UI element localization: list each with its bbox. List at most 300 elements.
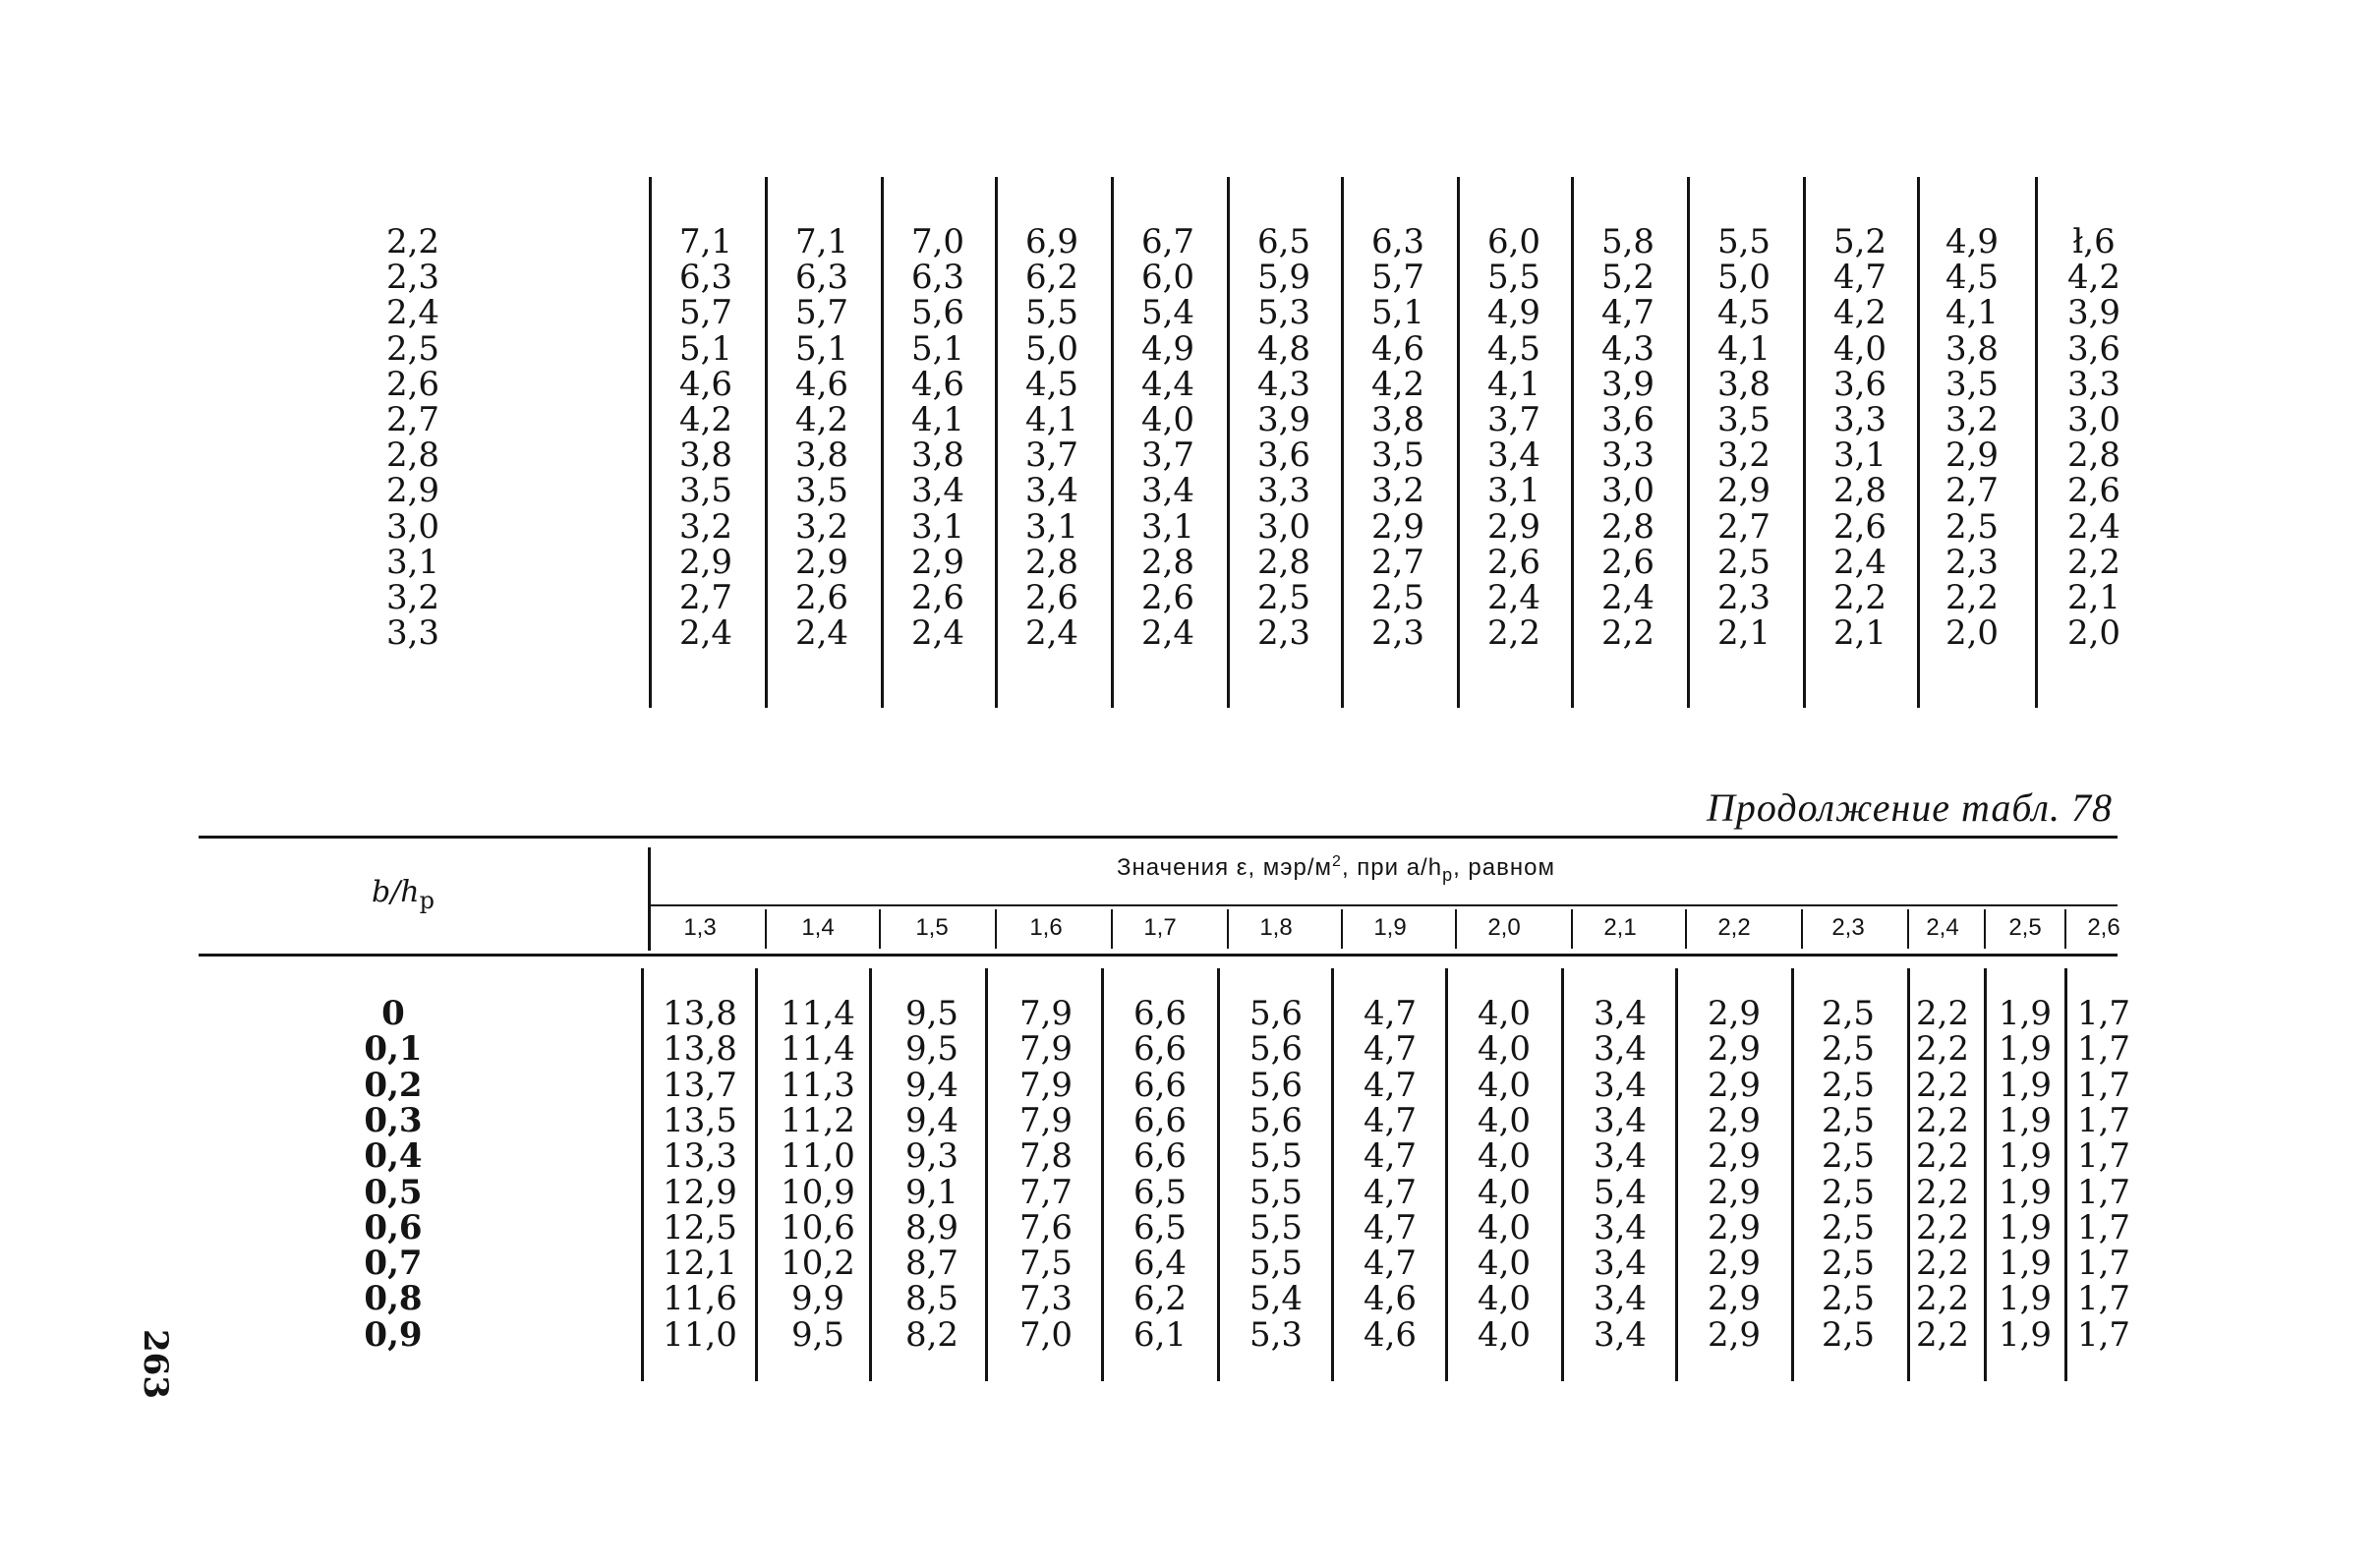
top-table-cell: 2,0	[2066, 613, 2121, 654]
bottom-row-label: 0,5	[364, 1172, 423, 1212]
bottom-table-cell: 2,9	[1707, 1100, 1762, 1140]
bottom-table-cell: 7,3	[1018, 1279, 1074, 1319]
header-column-divider	[879, 909, 881, 949]
top-table-cell: 3,8	[910, 435, 965, 476]
top-table-cell: 2,4	[1140, 613, 1195, 654]
bottom-table-cell: 7,7	[1018, 1172, 1074, 1212]
top-table-cell: 2,2	[1832, 578, 1887, 617]
header-column-divider	[995, 909, 997, 949]
top-table-cell: 3,8	[794, 435, 849, 476]
top-table-cell: 4,6	[1370, 328, 1425, 369]
column-header: 2,4	[1926, 914, 1959, 941]
column-header: 2,6	[2087, 914, 2120, 941]
top-table-cell: 2,3	[1370, 613, 1425, 654]
top-table-cell: 3,2	[1945, 400, 2000, 439]
top-table-cell: 3,7	[1486, 400, 1541, 439]
bottom-table-cell: 2,9	[1707, 1244, 1762, 1284]
bottom-table-cell: 1,9	[1998, 1172, 2053, 1212]
top-table-cell: 6,5	[1256, 222, 1311, 261]
top-table-cell: 2,6	[910, 578, 965, 617]
top-table-cell: 6,0	[1486, 222, 1541, 261]
top-table-cell: 3,9	[1600, 364, 1655, 404]
bottom-table-cell: 6,6	[1132, 1065, 1188, 1105]
bottom-table-cell: 2,2	[1915, 994, 1970, 1033]
top-table-cell: 3,5	[1716, 400, 1771, 439]
top-column-divider	[2035, 177, 2038, 708]
bottom-table-cell: 8,7	[904, 1244, 959, 1284]
bottom-table-cell: 7,9	[1018, 1029, 1074, 1070]
top-table-cell: 4,1	[1024, 400, 1079, 439]
top-table-cell: 3,8	[1370, 400, 1425, 439]
top-table-cell: 2,2	[1486, 613, 1541, 654]
header-column-divider	[1685, 909, 1687, 949]
bottom-row-label: 0,4	[364, 1136, 423, 1177]
bottom-table-cell: 7,9	[1018, 994, 1074, 1033]
bottom-table-cell: 4,6	[1363, 1279, 1418, 1319]
top-table-cell: 2,5	[1945, 506, 2000, 547]
top-table-cell: 3,6	[1256, 435, 1311, 476]
bottom-table-cell: 9,5	[790, 1314, 845, 1355]
top-table-cell: 5,1	[910, 328, 965, 369]
top-table-cell: 4,7	[1600, 293, 1655, 333]
top-table-cell: 5,1	[794, 328, 849, 369]
bottom-table-cell: 9,4	[904, 1100, 959, 1140]
top-table-cell: 4,2	[1832, 293, 1887, 333]
top-table-cell: 2,8	[2066, 435, 2121, 476]
top-table-cell: 2,8	[1832, 471, 1887, 511]
bottom-table-cell: 2,2	[1915, 1244, 1970, 1284]
bottom-table-cell: 5,5	[1248, 1172, 1304, 1212]
bottom-table-cell: 1,9	[1998, 1136, 2053, 1177]
group-header-middle: , при a/h	[1341, 854, 1443, 881]
bottom-table-cell: 2,2	[1915, 1065, 1970, 1105]
group-header-sup: 2	[1332, 853, 1342, 870]
bottom-table-cell: 6,6	[1132, 1029, 1188, 1070]
top-table-cell: 2,6	[794, 578, 849, 617]
bottom-table-cell: 1,7	[2076, 1172, 2131, 1212]
top-table-cell: 5,5	[1716, 222, 1771, 261]
top-table-cell: 2,7	[678, 578, 733, 617]
column-header: 2,0	[1487, 914, 1521, 941]
bottom-table-cell: 11,4	[781, 1029, 855, 1070]
bottom-table-cell: 6,6	[1132, 1136, 1188, 1177]
bottom-table-cell: 4,0	[1477, 1136, 1532, 1177]
bottom-table-cell: 4,7	[1363, 1029, 1418, 1070]
header-bottom-rule	[199, 954, 2118, 957]
top-table-cell: 6,0	[1140, 258, 1195, 298]
top-table-cell: 6,3	[794, 258, 849, 298]
bottom-table-cell: 6,2	[1132, 1279, 1188, 1319]
top-table-cell: 2,4	[2066, 506, 2121, 547]
bottom-row-label: 0,8	[364, 1279, 423, 1319]
header-column-divider	[765, 909, 767, 949]
bottom-table-cell: 8,2	[904, 1314, 959, 1355]
bottom-table-cell: 7,5	[1018, 1244, 1074, 1284]
bottom-table-cell: 2,5	[1821, 1279, 1876, 1319]
header-column-divider	[1907, 909, 1909, 949]
bottom-column-divider	[1101, 968, 1104, 1381]
top-table-cell: 2,6	[1832, 506, 1887, 547]
top-table-cell: 2,8	[1140, 542, 1195, 582]
top-table-cell: 2,7	[1716, 506, 1771, 547]
bottom-table-cell: 7,6	[1018, 1207, 1074, 1248]
bottom-table-cell: 1,7	[2076, 994, 2131, 1033]
top-table-cell: 4,6	[794, 364, 849, 404]
top-table-cell: 3,2	[678, 506, 733, 547]
header-column-divider	[1571, 909, 1573, 949]
bottom-row-label: 0,1	[364, 1029, 423, 1070]
top-table-cell: 4,9	[1140, 328, 1195, 369]
top-table-cell: 2,8	[1024, 542, 1079, 582]
bottom-column-divider	[1675, 968, 1678, 1381]
top-table-cell: 3,1	[910, 506, 965, 547]
bottom-table-cell: 9,9	[790, 1279, 845, 1319]
bottom-table-cell: 11,3	[781, 1065, 855, 1105]
top-table-cell: 2,5	[1256, 578, 1311, 617]
bottom-table-cell: 1,9	[1998, 1207, 2053, 1248]
bottom-table-cell: 4,0	[1477, 1172, 1532, 1212]
bottom-table-cell: 6,4	[1132, 1244, 1188, 1284]
bottom-table-cell: 2,9	[1707, 1065, 1762, 1105]
bottom-table-cell: 6,6	[1132, 1100, 1188, 1140]
top-table-cell: 4,2	[1370, 364, 1425, 404]
top-row-label: 2,5	[385, 328, 440, 369]
top-table-cell: 5,0	[1716, 258, 1771, 298]
top-table-cell: 3,8	[1945, 328, 2000, 369]
column-header-rule	[651, 904, 2118, 906]
top-table-cell: 2,6	[1024, 578, 1079, 617]
bottom-table-cell: 9,5	[904, 994, 959, 1033]
bottom-table-cell: 3,4	[1593, 1207, 1648, 1248]
top-table-cell: 5,2	[1832, 222, 1887, 261]
header-column-divider	[2064, 909, 2066, 949]
column-header: 2,1	[1603, 914, 1637, 941]
top-table-cell: 2,1	[1832, 613, 1887, 654]
top-table-cell: 2,0	[1945, 613, 2000, 654]
bottom-table-cell: 5,6	[1248, 1029, 1304, 1070]
top-table-cell: 2,6	[2066, 471, 2121, 511]
top-table-cell: 2,8	[1600, 506, 1655, 547]
bottom-table-cell: 4,7	[1363, 1065, 1418, 1105]
bottom-row-label: 0,3	[364, 1100, 423, 1140]
table-caption: Продолжение табл. 78	[1706, 785, 2113, 830]
top-table-cell: 6,9	[1024, 222, 1079, 261]
bottom-table-cell: 1,9	[1998, 1314, 2053, 1355]
top-table-cell: 5,7	[794, 293, 849, 333]
bottom-table-cell: 2,9	[1707, 994, 1762, 1033]
top-table-cell: 4,7	[1832, 258, 1887, 298]
bottom-table-cell: 2,5	[1821, 1100, 1876, 1140]
bottom-table-cell: 2,2	[1915, 1207, 1970, 1248]
bottom-table-cell: 11,6	[663, 1279, 737, 1319]
bottom-column-divider	[1217, 968, 1220, 1381]
top-table-cell: 7,1	[794, 222, 849, 261]
bottom-table-cell: 11,4	[781, 994, 855, 1033]
top-table-cell: 2,6	[1140, 578, 1195, 617]
top-table-cell: 2,4	[678, 613, 733, 654]
bottom-table-cell: 5,5	[1248, 1136, 1304, 1177]
top-table-cell: 5,6	[910, 293, 965, 333]
bottom-table-cell: 5,5	[1248, 1207, 1304, 1248]
top-row-label: 2,8	[385, 435, 440, 476]
top-table-cell: 3,1	[1486, 471, 1541, 511]
table-top-rule	[199, 836, 2118, 839]
bottom-table-cell: 4,0	[1477, 1065, 1532, 1105]
bottom-table-cell: 5,4	[1248, 1279, 1304, 1319]
top-table-cell: 2,3	[1256, 613, 1311, 654]
top-table-cell: 4,5	[1945, 258, 2000, 298]
top-table-cell: 2,5	[1716, 542, 1771, 582]
bottom-table-cell: 4,7	[1363, 1100, 1418, 1140]
top-row-label: 2,3	[385, 258, 440, 298]
top-table-cell: 2,9	[1486, 506, 1541, 547]
top-table-cell: 3,2	[1716, 435, 1771, 476]
top-table-cell: 5,8	[1600, 222, 1655, 261]
top-table-cell: 2,8	[1256, 542, 1311, 582]
column-header: 1,3	[683, 914, 717, 941]
bottom-row-label: 0,6	[364, 1207, 423, 1248]
bottom-table-cell: 2,2	[1915, 1314, 1970, 1355]
top-table-cell: 2,5	[1370, 578, 1425, 617]
bottom-table-cell: 10,6	[781, 1207, 855, 1248]
bottom-table-cell: 1,7	[2076, 1029, 2131, 1070]
bottom-table-cell: 3,4	[1593, 1244, 1648, 1284]
header-column-divider	[1341, 909, 1343, 949]
top-table-cell: 4,0	[1140, 400, 1195, 439]
bottom-table-cell: 1,7	[2076, 1207, 2131, 1248]
column-header: 2,2	[1717, 914, 1751, 941]
bottom-table-cell: 8,5	[904, 1279, 959, 1319]
top-table-cell: 4,8	[1256, 328, 1311, 369]
top-table-cell: 4,5	[1024, 364, 1079, 404]
page-number: 263	[136, 1329, 175, 1399]
bottom-table-cell: 2,9	[1707, 1029, 1762, 1070]
bottom-table-cell: 1,7	[2076, 1244, 2131, 1284]
top-table-cell: 3,2	[1370, 471, 1425, 511]
bottom-table-cell: 3,4	[1593, 994, 1648, 1033]
top-table-cell: 3,0	[1256, 506, 1311, 547]
top-table-cell: 2,2	[2066, 542, 2121, 582]
bottom-table-cell: 2,9	[1707, 1136, 1762, 1177]
top-table-cell: 7,0	[910, 222, 965, 261]
bottom-table-cell: 12,1	[663, 1244, 737, 1284]
bottom-table-cell: 2,2	[1915, 1029, 1970, 1070]
bottom-table-cell: 6,5	[1132, 1207, 1188, 1248]
column-header: 1,4	[801, 914, 835, 941]
top-table-cell: 5,9	[1256, 258, 1311, 298]
top-table-cell: 3,1	[1024, 506, 1079, 547]
bottom-table-cell: 1,9	[1998, 994, 2053, 1033]
bottom-table-cell: 4,7	[1363, 1244, 1418, 1284]
bottom-table-cell: 5,4	[1593, 1172, 1648, 1212]
top-table-cell: 2,2	[1945, 578, 2000, 617]
top-row-label: 2,4	[385, 293, 440, 333]
bottom-table-cell: 6,5	[1132, 1172, 1188, 1212]
bottom-table-cell: 13,8	[663, 994, 737, 1033]
top-table-cell: 6,7	[1140, 222, 1195, 261]
bottom-table-cell: 3,4	[1593, 1314, 1648, 1355]
bottom-table-cell: 1,9	[1998, 1065, 2053, 1105]
top-table-cell: 3,5	[794, 471, 849, 511]
group-header	[1117, 853, 1555, 886]
bottom-table-cell: 13,7	[663, 1065, 737, 1105]
column-header: 1,5	[915, 914, 949, 941]
top-table-cell: 2,7	[1370, 542, 1425, 582]
top-table-cell: 3,3	[1600, 435, 1655, 476]
top-table-cell: 7,1	[678, 222, 733, 261]
bottom-table-cell: 3,4	[1593, 1065, 1648, 1105]
header-column-divider	[1227, 909, 1229, 949]
bottom-table-cell: 9,5	[904, 1029, 959, 1070]
bottom-table-cell: 7,0	[1018, 1314, 1074, 1355]
top-table-cell: 6,2	[1024, 258, 1079, 298]
bottom-table-cell: 5,3	[1248, 1314, 1304, 1355]
bottom-table-cell: 8,9	[904, 1207, 959, 1248]
bottom-table-cell: 2,5	[1821, 1065, 1876, 1105]
bottom-table-cell: 1,7	[2076, 1100, 2131, 1140]
top-table-cell: 3,5	[1370, 435, 1425, 476]
bottom-table-cell: 13,8	[663, 1029, 737, 1070]
bottom-table-cell: 13,3	[663, 1136, 737, 1177]
top-table-cell: 3,0	[2066, 400, 2121, 439]
bottom-table-cell: 6,1	[1132, 1314, 1188, 1355]
top-table-cell: 2,7	[1945, 471, 2000, 511]
bottom-row-label: 0	[381, 994, 405, 1033]
bottom-table-cell: 3,4	[1593, 1029, 1648, 1070]
group-header-sub: р	[1442, 864, 1454, 885]
top-table-cell: 4,1	[1716, 328, 1771, 369]
bottom-table-cell: 10,2	[781, 1244, 855, 1284]
bottom-table-cell: 2,5	[1821, 1172, 1876, 1212]
top-table-cell: 4,1	[1486, 364, 1541, 404]
bottom-table-cell: 4,7	[1363, 994, 1418, 1033]
bottom-row-label: 0,2	[364, 1065, 423, 1105]
column-header: 1,8	[1259, 914, 1293, 941]
top-row-label: 3,0	[385, 506, 440, 547]
bottom-table-cell: 6,6	[1132, 994, 1188, 1033]
stub-divider	[648, 847, 651, 951]
bottom-table-cell: 2,2	[1915, 1279, 1970, 1319]
top-table-cell: 4,2	[678, 400, 733, 439]
top-table-cell: 2,2	[1600, 613, 1655, 654]
header-column-divider	[1801, 909, 1803, 949]
top-row-label: 3,2	[385, 578, 440, 617]
column-header: 2,3	[1831, 914, 1865, 941]
top-table-cell: 2,4	[1486, 578, 1541, 617]
bottom-table-cell: 9,3	[904, 1136, 959, 1177]
header-column-divider	[1455, 909, 1457, 949]
top-table-cell: 3,9	[1256, 400, 1311, 439]
top-table-cell: 3,7	[1140, 435, 1195, 476]
stub-header-text: b/h	[372, 875, 420, 909]
top-table-cell: 4,6	[910, 364, 965, 404]
top-table-cell: 3,9	[2066, 293, 2121, 333]
top-table-cell: 4,5	[1716, 293, 1771, 333]
bottom-column-divider	[1561, 968, 1564, 1381]
bottom-row-label: 0,9	[364, 1314, 423, 1355]
bottom-table-cell: 11,2	[781, 1100, 855, 1140]
top-table-cell: 2,9	[1945, 435, 2000, 476]
top-row-label: 2,9	[385, 471, 440, 511]
bottom-table-cell: 2,2	[1915, 1136, 1970, 1177]
bottom-table-cell: 1,7	[2076, 1279, 2131, 1319]
bottom-table-cell: 5,6	[1248, 994, 1304, 1033]
bottom-column-divider	[641, 968, 644, 1381]
top-table-cell: 2,9	[1370, 506, 1425, 547]
bottom-table-cell: 1,7	[2076, 1314, 2131, 1355]
bottom-table-cell: 2,2	[1915, 1172, 1970, 1212]
top-table-cell: 2,6	[1486, 542, 1541, 582]
bottom-table-cell: 5,6	[1248, 1065, 1304, 1105]
top-table-cell: 4,5	[1486, 328, 1541, 369]
header-column-divider	[1111, 909, 1113, 949]
bottom-table-cell: 4,0	[1477, 1244, 1532, 1284]
top-table-cell: 4,6	[678, 364, 733, 404]
top-table-cell: 3,6	[1832, 364, 1887, 404]
bottom-table-cell: 1,9	[1998, 1100, 2053, 1140]
bottom-table-cell: 4,7	[1363, 1136, 1418, 1177]
stub-header-subscript: р	[419, 887, 435, 914]
bottom-table-cell: 5,5	[1248, 1244, 1304, 1284]
bottom-table-cell: 4,0	[1477, 1029, 1532, 1070]
top-table-cell: 2,4	[1024, 613, 1079, 654]
bottom-table-cell: 4,0	[1477, 1279, 1532, 1319]
top-table-cell: 6,3	[910, 258, 965, 298]
group-header-suffix: , равном	[1453, 854, 1555, 881]
bottom-table-cell: 3,4	[1593, 1136, 1648, 1177]
bottom-table-cell: 2,5	[1821, 1207, 1876, 1248]
stub-header	[372, 875, 435, 914]
top-table-cell: 4,1	[1945, 293, 2000, 333]
top-table-cell: 3,4	[1024, 471, 1079, 511]
bottom-table-cell: 3,4	[1593, 1279, 1648, 1319]
bottom-table-cell: 4,0	[1477, 1100, 1532, 1140]
top-table-cell: 5,4	[1140, 293, 1195, 333]
bottom-table-cell: 2,9	[1707, 1172, 1762, 1212]
top-table-cell: 3,0	[1600, 471, 1655, 511]
bottom-table-cell: 2,2	[1915, 1100, 1970, 1140]
bottom-table-cell: 2,5	[1821, 1136, 1876, 1177]
top-table-cell: 5,7	[678, 293, 733, 333]
top-table-cell: 5,5	[1024, 293, 1079, 333]
column-header: 1,7	[1143, 914, 1177, 941]
top-table-cell: 5,5	[1486, 258, 1541, 298]
top-table-cell: 4,2	[2066, 258, 2121, 298]
bottom-row-label: 0,7	[364, 1244, 423, 1284]
top-table-cell: 2,9	[678, 542, 733, 582]
top-table-cell: 2,4	[910, 613, 965, 654]
top-table-cell: 4,1	[910, 400, 965, 439]
bottom-column-divider	[755, 968, 758, 1381]
top-table-cell: 2,1	[2066, 578, 2121, 617]
top-table-cell: 3,3	[1256, 471, 1311, 511]
top-table-cell: 4,2	[794, 400, 849, 439]
bottom-table-cell: 10,9	[781, 1172, 855, 1212]
bottom-table-cell: 13,5	[663, 1100, 737, 1140]
group-header-prefix: Значения ε, мэр/м	[1117, 854, 1333, 881]
bottom-table-cell: 12,9	[663, 1172, 737, 1212]
top-table-cell: 2,4	[794, 613, 849, 654]
bottom-table-cell: 12,5	[663, 1207, 737, 1248]
top-table-cell: 3,5	[678, 471, 733, 511]
top-row-label: 3,3	[385, 613, 440, 654]
bottom-table-cell: 1,9	[1998, 1244, 2053, 1284]
bottom-table-cell: 11,0	[781, 1136, 855, 1177]
bottom-table-cell: 5,6	[1248, 1100, 1304, 1140]
column-header: 1,6	[1029, 914, 1063, 941]
bottom-table-cell: 4,7	[1363, 1172, 1418, 1212]
bottom-table-cell: 2,9	[1707, 1314, 1762, 1355]
